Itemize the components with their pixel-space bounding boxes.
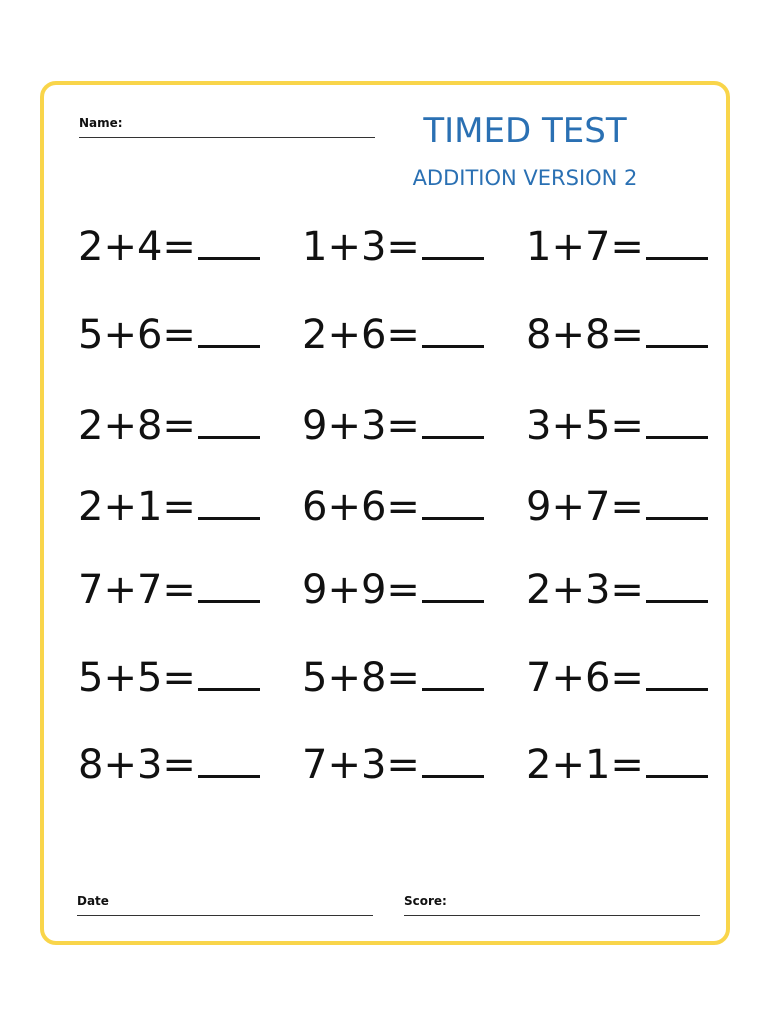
problem-expression: 2+1= [526, 742, 644, 788]
score-label: Score: [404, 894, 447, 908]
answer-blank[interactable] [198, 654, 260, 691]
page-subtitle: ADDITION VERSION 2 [412, 166, 638, 190]
problem-expression: 3+5= [526, 403, 644, 449]
name-line[interactable] [79, 137, 375, 138]
page-title: TIMED TEST [423, 111, 627, 151]
problem-expression: 6+6= [302, 484, 420, 530]
answer-blank[interactable] [646, 223, 708, 260]
math-problem [526, 566, 708, 613]
answer-blank[interactable] [646, 741, 708, 778]
math-problem [526, 223, 708, 270]
math-problem [302, 566, 484, 613]
math-problem [302, 483, 484, 530]
math-problem [526, 402, 708, 449]
answer-blank[interactable] [422, 566, 484, 603]
answer-blank[interactable] [422, 311, 484, 348]
math-problem [526, 741, 708, 788]
problem-expression: 7+7= [78, 567, 196, 613]
problem-expression: 2+6= [302, 312, 420, 358]
math-problem [78, 483, 260, 530]
problem-expression: 5+8= [302, 655, 420, 701]
math-problem [526, 654, 708, 701]
problem-expression: 9+3= [302, 403, 420, 449]
problem-expression: 9+7= [526, 484, 644, 530]
problem-expression: 8+3= [78, 742, 196, 788]
answer-blank[interactable] [422, 223, 484, 260]
answer-blank[interactable] [198, 741, 260, 778]
problem-expression: 5+6= [78, 312, 196, 358]
answer-blank[interactable] [422, 483, 484, 520]
problem-expression: 5+5= [78, 655, 196, 701]
math-problem [302, 223, 484, 270]
math-problem [526, 483, 708, 530]
math-problem [78, 402, 260, 449]
answer-blank[interactable] [198, 311, 260, 348]
problem-expression: 2+1= [78, 484, 196, 530]
problem-expression: 1+3= [302, 224, 420, 270]
score-line[interactable] [404, 915, 700, 916]
answer-blank[interactable] [646, 483, 708, 520]
math-problem [78, 741, 260, 788]
math-problem [302, 402, 484, 449]
math-problem [302, 654, 484, 701]
answer-blank[interactable] [646, 311, 708, 348]
math-problem [78, 311, 260, 358]
math-problem [302, 741, 484, 788]
problem-expression: 9+9= [302, 567, 420, 613]
answer-blank[interactable] [198, 402, 260, 439]
math-problem [78, 223, 260, 270]
answer-blank[interactable] [646, 654, 708, 691]
answer-blank[interactable] [646, 402, 708, 439]
problem-expression: 2+8= [78, 403, 196, 449]
answer-blank[interactable] [198, 483, 260, 520]
problem-expression: 1+7= [526, 224, 644, 270]
math-problem [78, 654, 260, 701]
math-problem [302, 311, 484, 358]
date-label: Date [77, 894, 109, 908]
problem-expression: 2+3= [526, 567, 644, 613]
math-problem [78, 566, 260, 613]
answer-blank[interactable] [198, 223, 260, 260]
answer-blank[interactable] [198, 566, 260, 603]
answer-blank[interactable] [422, 402, 484, 439]
problem-expression: 2+4= [78, 224, 196, 270]
math-problem [526, 311, 708, 358]
problem-expression: 7+6= [526, 655, 644, 701]
answer-blank[interactable] [646, 566, 708, 603]
answer-blank[interactable] [422, 654, 484, 691]
problem-expression: 7+3= [302, 742, 420, 788]
answer-blank[interactable] [422, 741, 484, 778]
problem-expression: 8+8= [526, 312, 644, 358]
date-line[interactable] [77, 915, 373, 916]
name-label: Name: [79, 116, 123, 130]
